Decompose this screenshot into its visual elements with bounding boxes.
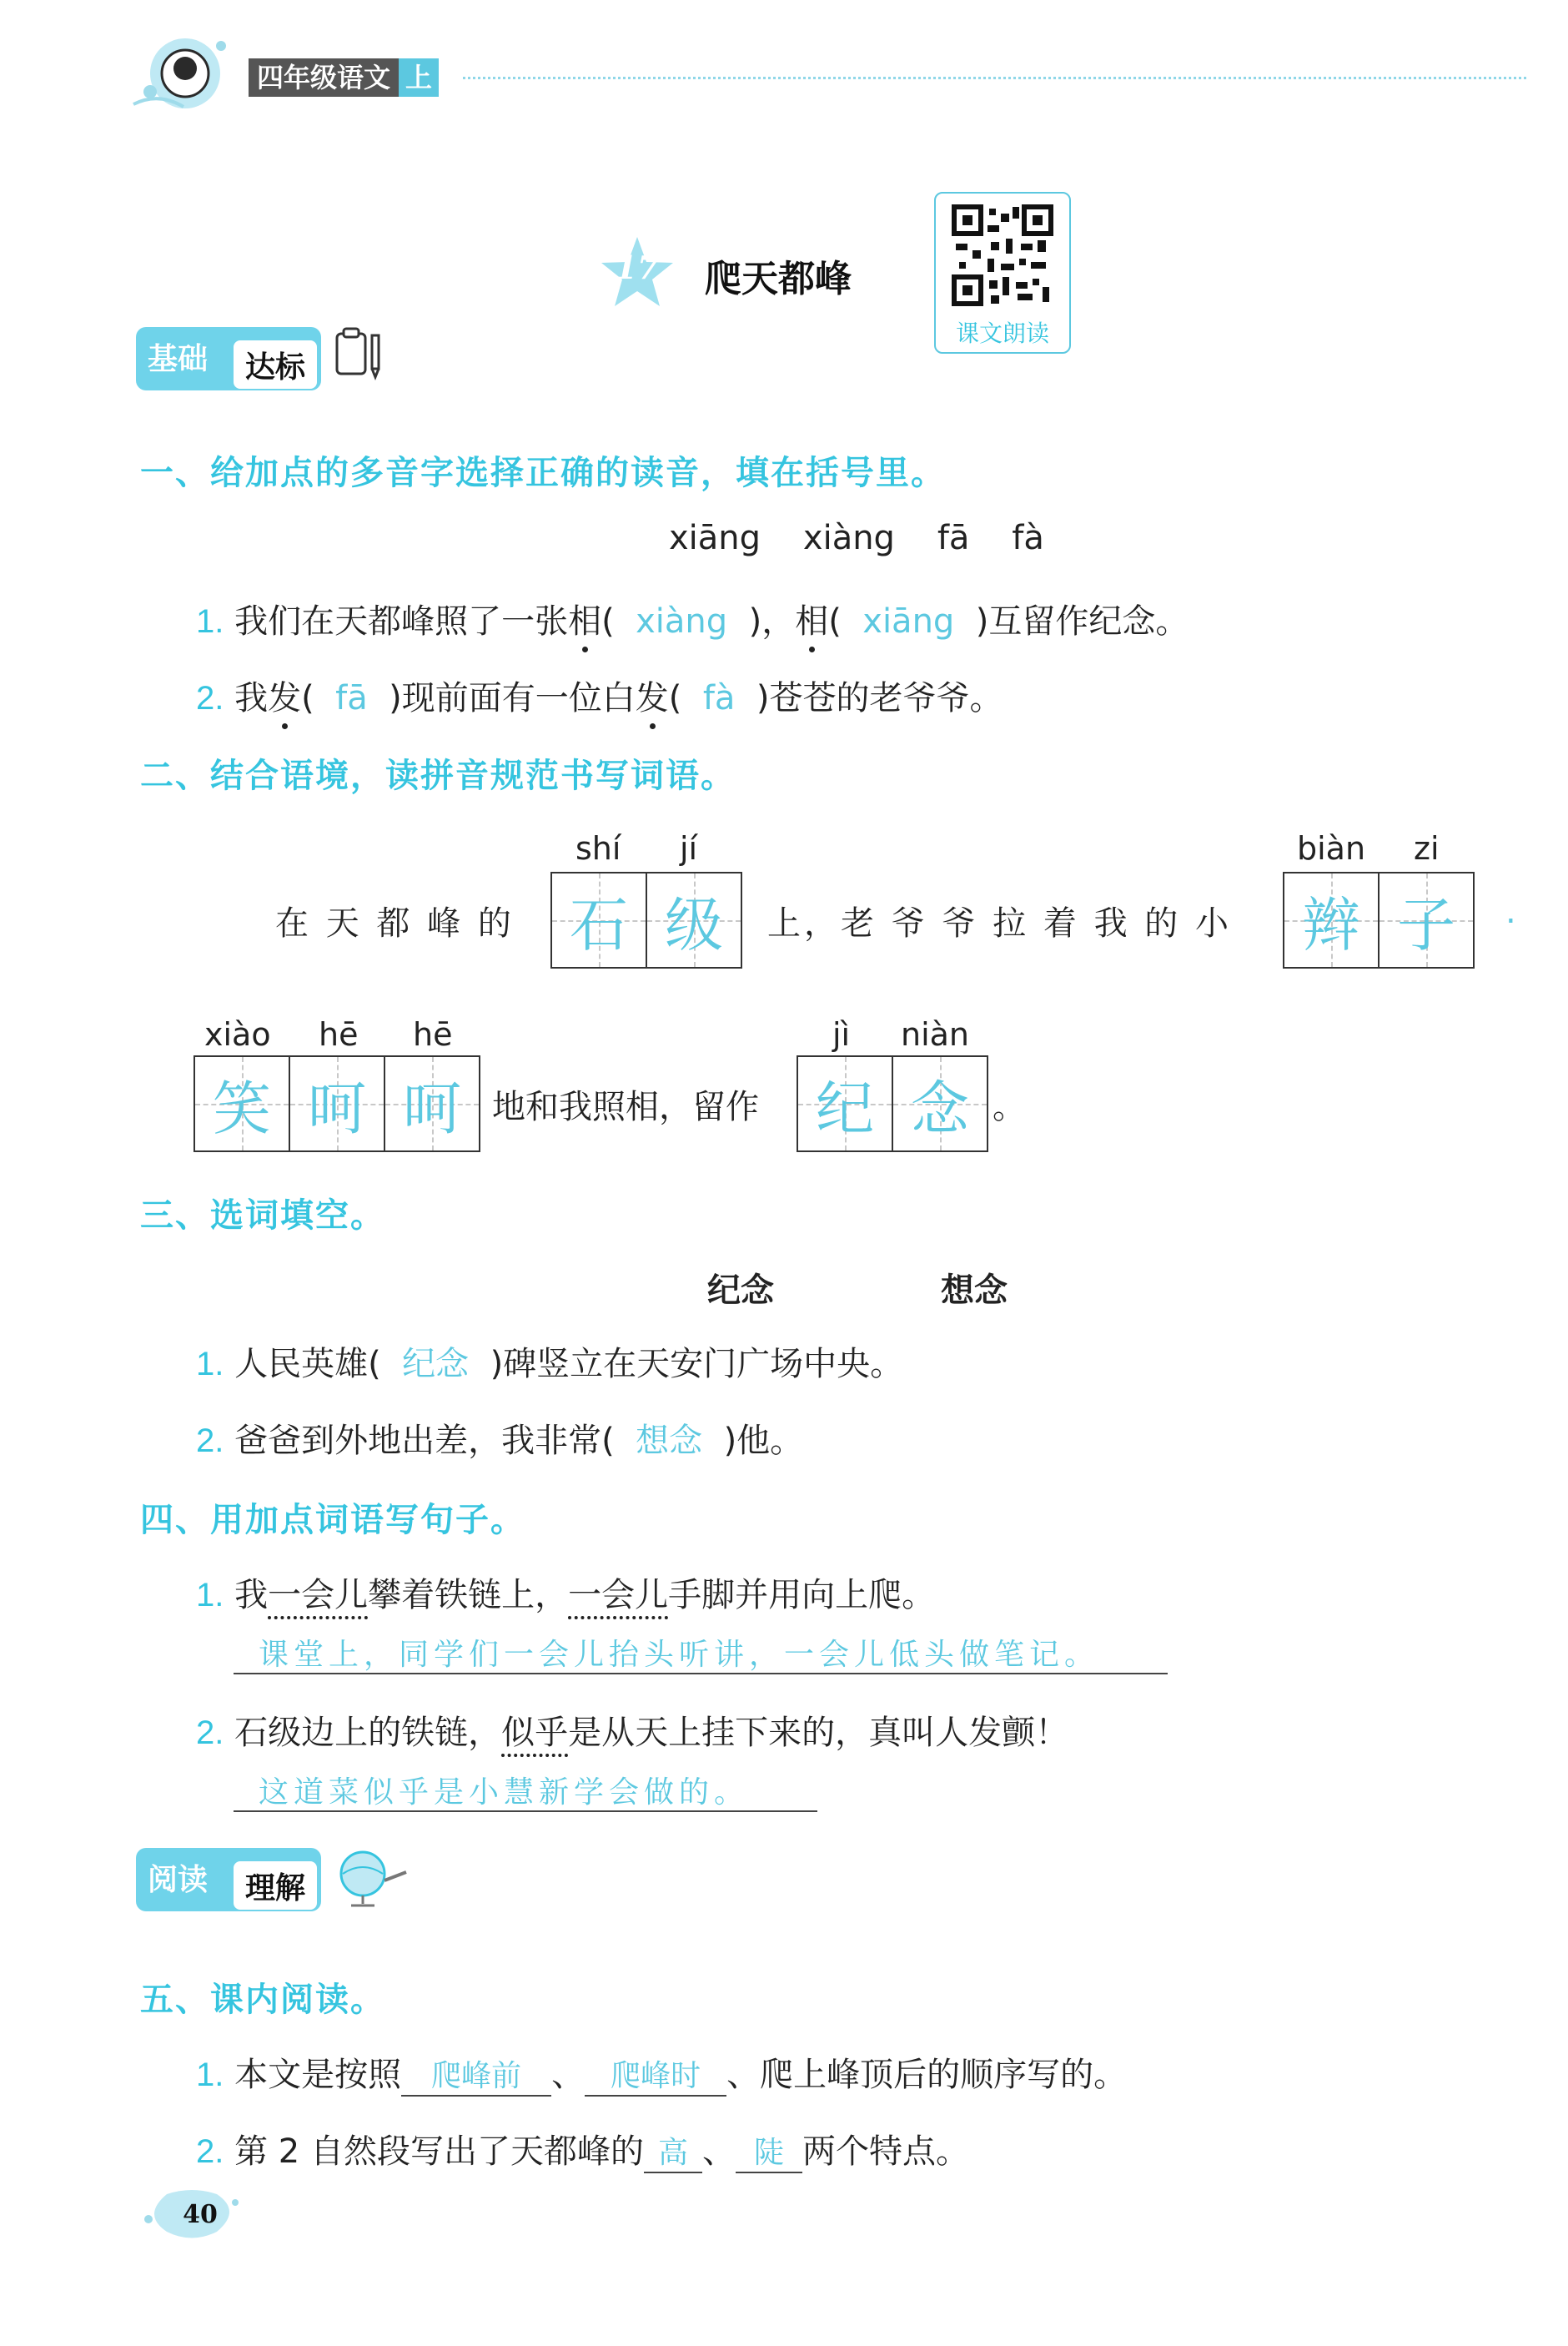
badge-right-label: 达标 [232, 339, 319, 390]
written-char: 石 [570, 890, 628, 959]
text: 、爬上峰顶后的顺序写的。 [726, 2056, 1128, 2094]
q2-line2-end: 。 [993, 1088, 1026, 1126]
text: 、 [701, 2132, 736, 2171]
lesson-number: 17 [615, 249, 660, 286]
written-char: 辫 [1302, 890, 1360, 959]
q3-option: 纪念 [707, 1271, 774, 1310]
q1-option: xiāng [669, 519, 761, 557]
item-number: 2. [196, 1714, 224, 1751]
answer: fà [702, 679, 736, 717]
dotted-char: 相 [568, 595, 601, 642]
answer: xiàng [636, 602, 728, 641]
q1-title: 一、给加点的多音字选择正确的读音，填在括号里。 [140, 454, 946, 492]
text: 本文是按照 [234, 2056, 402, 2094]
written-char: 笑 [213, 1074, 271, 1143]
pinyin: zi [1414, 830, 1440, 867]
dotted-char: 相 [795, 595, 828, 642]
header-divider [463, 77, 1526, 79]
book-title: 四年级语文 [249, 58, 399, 97]
written-char: 呵 [403, 1074, 461, 1143]
globe-telescope-icon [329, 1844, 413, 1911]
reading-section-badge [136, 1848, 321, 1911]
q1-option: fā [937, 519, 970, 557]
written-char: 纪 [816, 1074, 874, 1143]
book-title-badge [249, 58, 439, 97]
answer-blank[interactable]: 爬峰前 [401, 2052, 551, 2097]
written-char: 级 [665, 890, 723, 959]
q4-answer-2: 这道菜似乎是小慧新学会做的。 [259, 1775, 750, 1810]
writing-cell[interactable] [893, 1057, 987, 1150]
answer: 纪念 [402, 1345, 470, 1383]
mascot-logo-icon [125, 25, 250, 117]
pinyin: jì [832, 1016, 851, 1053]
written-char: 子 [1397, 890, 1455, 959]
q2-line1-mid: 上，老 爷 爷 拉 着 我 的 小 [767, 904, 1233, 943]
q1-option: fà [1012, 519, 1044, 557]
text: )苍苍的老爷爷。 [756, 679, 1003, 717]
writing-grid-shiji[interactable] [550, 872, 742, 969]
qr-label: 课文朗读 [955, 320, 1049, 347]
q1-item-1 [196, 595, 1189, 642]
dotted-word: 一会儿 [568, 1576, 669, 1614]
text: 、 [551, 2056, 585, 2094]
q3-item-2 [196, 1414, 803, 1462]
text: 人民英雄( [234, 1345, 381, 1383]
q5-item-1 [196, 2048, 1127, 2097]
q2-line1-end: . [1505, 893, 1516, 931]
q3-item-1 [196, 1337, 903, 1385]
answer: fā [335, 679, 368, 717]
text: )碑竖立在天安门广场中央。 [490, 1345, 904, 1383]
pinyin: hē [413, 1016, 453, 1053]
clipboard-pencil-icon [332, 324, 390, 384]
text: 我 [234, 1576, 269, 1614]
writing-cell[interactable] [1380, 873, 1473, 967]
writing-cell[interactable] [385, 1057, 479, 1150]
q4-answer-1: 课堂上，同学们一会儿抬头听讲，一会儿低头做笔记。 [259, 1638, 1100, 1672]
text: ( [601, 602, 615, 641]
dotted-word: 似乎 [501, 1714, 569, 1752]
writing-cell[interactable] [1284, 873, 1380, 967]
text: ( [668, 679, 682, 717]
answer: xiāng [862, 602, 955, 641]
text: ( [301, 679, 314, 717]
text: 我 [234, 679, 269, 717]
answer-blank[interactable]: 陡 [736, 2129, 802, 2173]
lesson-title: 爬天都峰 [705, 258, 852, 300]
text: 第 2 自然段写出了天都峰的 [234, 2132, 644, 2171]
badge-left-label: 基础 [148, 342, 209, 376]
q4-item-1 [196, 1568, 935, 1616]
q2-title: 二、结合语境，读拼音规范书写词语。 [140, 757, 736, 795]
q4-title: 四、用加点词语写句子。 [140, 1501, 525, 1539]
written-char: 念 [911, 1074, 969, 1143]
writing-cell[interactable] [195, 1057, 290, 1150]
volume-label: 上 [399, 58, 439, 97]
text: 是从天上挂下来的，真叫人发颤！ [568, 1714, 1069, 1752]
writing-cell[interactable] [290, 1057, 385, 1150]
text: 我们在天都峰照了一张 [234, 602, 569, 641]
text: )他。 [723, 1422, 804, 1460]
answer-blank[interactable]: 高 [644, 2129, 702, 2173]
badge-left-label: 阅读 [148, 1863, 209, 1897]
answer: 想念 [636, 1422, 703, 1460]
pinyin: shí [575, 830, 621, 867]
text: )， [748, 602, 796, 641]
q2-line1-text: 在 天 都 峰 的 [275, 904, 515, 943]
q3-option: 想念 [941, 1271, 1008, 1310]
text: 攀着铁链上， [368, 1576, 569, 1614]
written-char: 呵 [308, 1074, 366, 1143]
text: 手脚并用向上爬。 [668, 1576, 936, 1614]
writing-grid-bianzi[interactable] [1283, 872, 1475, 969]
text: 石级边上的铁链， [234, 1714, 502, 1752]
writing-grid-jinian[interactable] [797, 1055, 988, 1152]
item-number: 2. [196, 2133, 224, 2170]
text: 两个特点。 [802, 2132, 969, 2171]
pinyin: hē [319, 1016, 359, 1053]
page-number: 40 [183, 2200, 218, 2229]
qr-code-icon [951, 204, 1054, 307]
dotted-word: 一会儿 [268, 1576, 369, 1614]
q2-line2-mid: 地和我照相，留作 [492, 1088, 759, 1126]
basic-section-badge [136, 327, 321, 390]
answer-line [234, 1673, 1168, 1674]
qr-code-card[interactable] [934, 192, 1071, 354]
writing-grid-xiaohehe[interactable] [193, 1055, 480, 1152]
item-number: 1. [196, 1577, 224, 1614]
writing-cell[interactable] [798, 1057, 893, 1150]
pinyin: niàn [901, 1016, 970, 1053]
pinyin: xiào [204, 1016, 271, 1053]
q5-item-2 [196, 2125, 969, 2173]
text: )互留作纪念。 [975, 602, 1189, 641]
q3-title: 三、选词填空。 [140, 1196, 385, 1235]
dotted-char: 发 [268, 672, 301, 719]
q1-item-2 [196, 672, 1003, 719]
text: ( [828, 602, 842, 641]
item-number: 1. [196, 1346, 224, 1382]
pinyin: biàn [1297, 830, 1366, 867]
q1-options [669, 519, 1044, 557]
answer-line [234, 1810, 817, 1812]
text: 爸爸到外地出差，我非常( [234, 1422, 615, 1460]
pinyin: jí [680, 830, 698, 867]
text: )现前面有一位白 [389, 679, 636, 717]
writing-cell[interactable] [647, 873, 741, 967]
writing-cell[interactable] [552, 873, 647, 967]
item-number: 2. [196, 1422, 224, 1459]
item-number: 2. [196, 680, 224, 717]
q5-title: 五、课内阅读。 [140, 1981, 385, 2019]
badge-right-label: 理解 [232, 1860, 319, 1911]
item-number: 1. [196, 2057, 224, 2093]
answer-blank[interactable]: 爬峰时 [585, 2052, 726, 2097]
q4-item-2 [196, 1706, 1068, 1754]
q1-option: xiàng [802, 519, 895, 557]
dotted-char: 发 [636, 672, 669, 719]
item-number: 1. [196, 603, 224, 640]
